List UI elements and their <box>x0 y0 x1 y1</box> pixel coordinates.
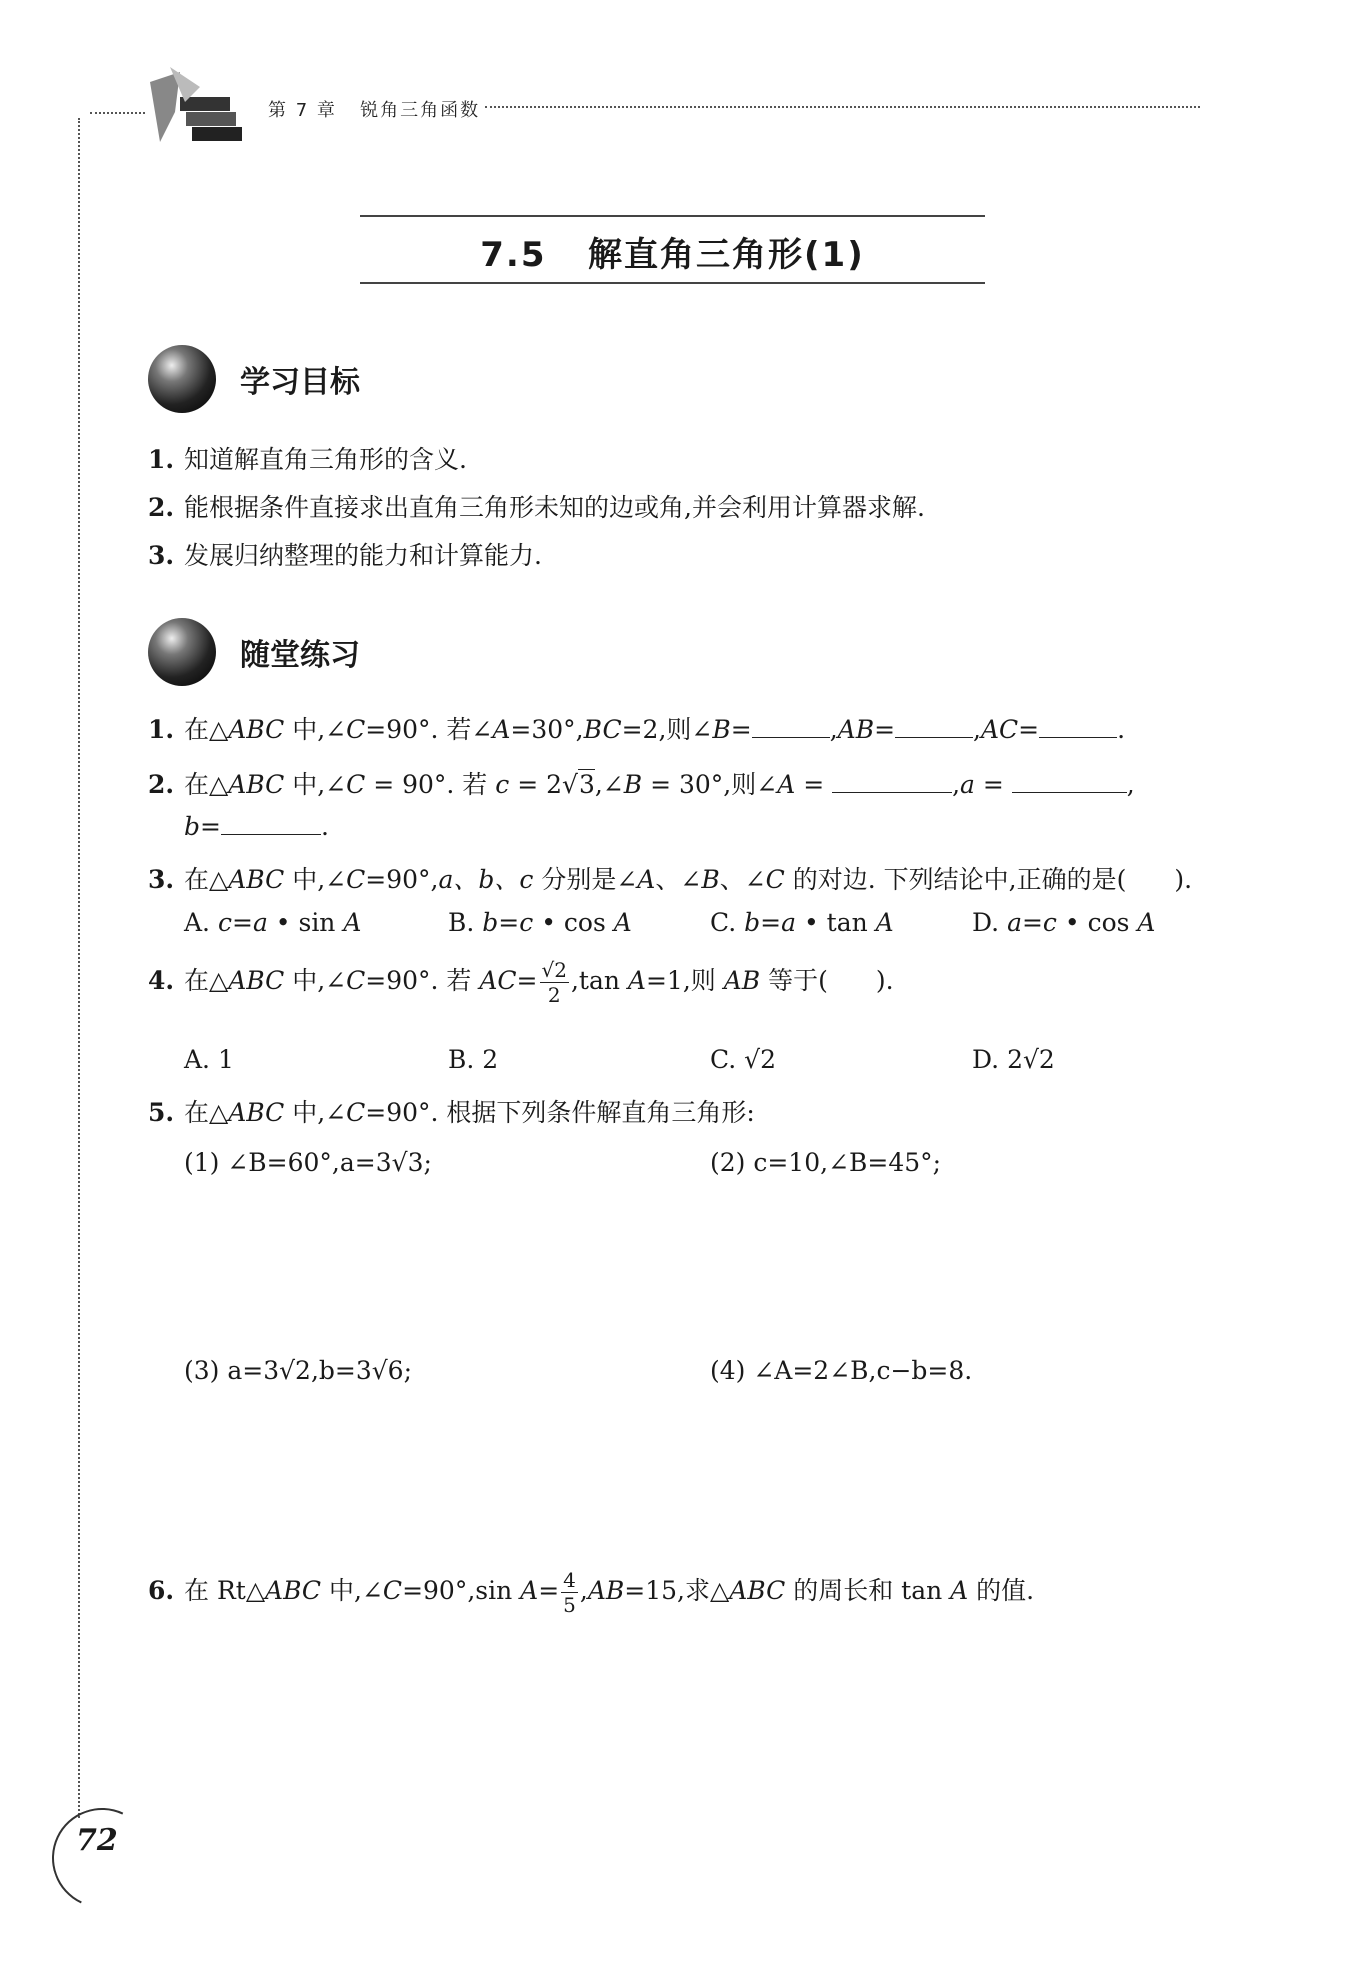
page-number: 72 <box>76 1823 118 1858</box>
fraction: $\frac{4}{5}$ <box>563 1568 576 1617</box>
practice-title: 随堂练习 <box>240 638 360 673</box>
page-number-circle <box>38 1794 166 1922</box>
option-b[interactable]: B. b=c • cos A <box>448 908 632 937</box>
option-c[interactable]: C. b=a • tan A <box>710 908 894 937</box>
chapter-title: 锐角三角函数 <box>360 100 481 121</box>
question-5-part-1: (1) ∠B=60°,a=3√3; <box>184 1148 432 1177</box>
objective-item: 1. 知道解直角三角形的含义. <box>148 445 467 474</box>
question-2: 2. 在△ABC 中,∠C = 90°. 若 c = 2√3,∠B = 30°,则∠A = ,a = , <box>148 770 1135 799</box>
option-d[interactable]: D. a=c • cos A <box>972 908 1156 937</box>
option-a[interactable]: A. 1 <box>184 1045 234 1074</box>
orb-icon <box>148 345 216 413</box>
answer-blank[interactable] <box>1012 791 1127 793</box>
answer-blank[interactable] <box>1039 736 1117 738</box>
section-title-box <box>360 215 985 284</box>
option-a[interactable]: A. c=a • sin A <box>184 908 362 937</box>
question-3: 3. 在△ABC 中,∠C=90°,a、b、c 分别是∠A、∠B、∠C 的对边. 下列结论中,正确的是( ). <box>148 865 1193 894</box>
header-dotted-line-left <box>90 112 145 114</box>
objective-item: 3. 发展归纳整理的能力和计算能力. <box>148 541 542 570</box>
answer-blank[interactable] <box>752 736 830 738</box>
answer-blank[interactable] <box>221 833 321 835</box>
header-dotted-line <box>485 106 1200 108</box>
option-c[interactable]: C. √2 <box>710 1045 776 1074</box>
question-4: 4. 在△ABC 中,∠C=90°. 若 AC= $\frac{√2}{2}$ ,tan A=1,则 AB 等于( ). <box>148 958 894 1007</box>
question-5-part-3: (3) a=3√2,b=3√6; <box>184 1356 413 1385</box>
answer-blank[interactable] <box>895 736 973 738</box>
objective-item: 2. 能根据条件直接求出直角三角形未知的边或角,并会利用计算器求解. <box>148 493 925 522</box>
margin-dotted-line <box>78 118 80 1818</box>
question-5-part-4: (4) ∠A=2∠B,c−b=8. <box>710 1356 973 1385</box>
question-1: 1. 在△ABC 中,∠C=90°. 若∠A=30°,BC=2,则∠B= ,AB= ,AC= . <box>148 715 1126 744</box>
question-6: 6. 在 Rt△ABC 中,∠C=90°,sin A= $\frac{4}{5}$ ,AB=15,求△ABC 的周长和 tan A 的值. <box>148 1568 1035 1617</box>
chapter-header <box>268 96 480 122</box>
objectives-title: 学习目标 <box>240 365 360 400</box>
question-2-cont: b= . <box>184 812 329 841</box>
chapter-number: 第 7 章 <box>268 100 337 121</box>
option-b[interactable]: B. 2 <box>448 1045 499 1074</box>
fraction: $\frac{√2}{2}$ <box>541 958 567 1007</box>
page-title <box>360 227 985 276</box>
section-title: 解直角三角形(1) <box>588 235 865 275</box>
section-number: 7.5 <box>480 235 547 275</box>
answer-blank[interactable] <box>832 791 952 793</box>
practice-header <box>148 618 360 686</box>
option-d[interactable]: D. 2√2 <box>972 1045 1055 1074</box>
globe-icon <box>148 618 216 686</box>
question-5-part-2: (2) c=10,∠B=45°; <box>710 1148 942 1177</box>
question-5: 5. 在△ABC 中,∠C=90°. 根据下列条件解直角三角形: <box>148 1098 755 1127</box>
objectives-header <box>148 345 360 413</box>
chapter-logo-icon <box>140 62 250 152</box>
